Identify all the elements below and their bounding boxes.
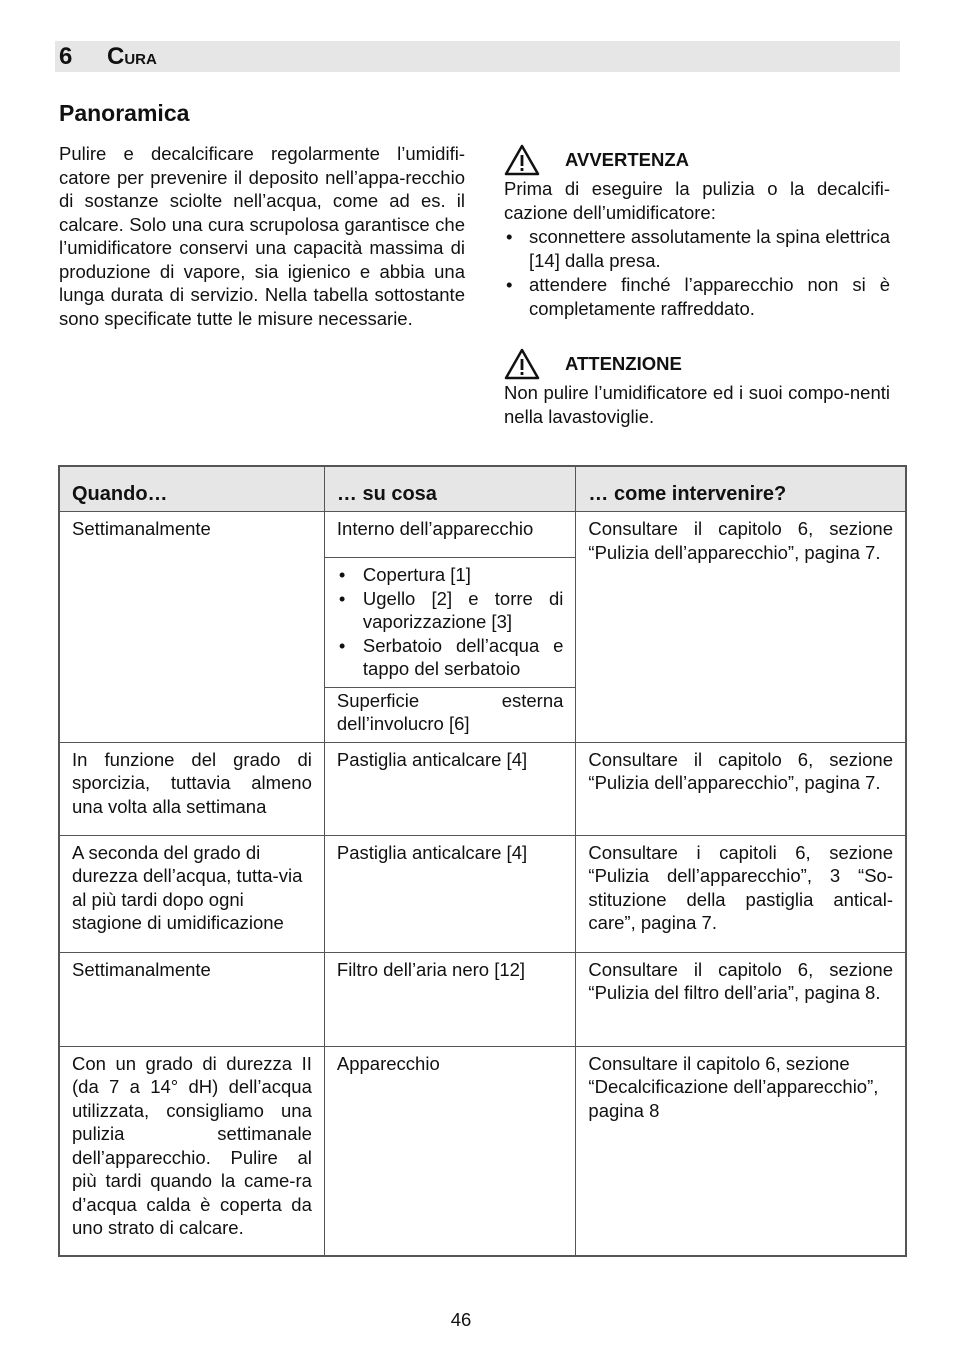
cell-what: Apparecchio bbox=[324, 1046, 576, 1256]
table-row bbox=[59, 512, 906, 558]
list-item: • Serbatoio dell’acqua e tappo del serbatoio bbox=[337, 634, 564, 681]
caution-text: Non pulire l’umidificatore ed i suoi compo-nenti nella lavastoviglie. bbox=[504, 382, 890, 427]
cell-how: Consultare il capitolo 6, sezione “Decalcificazione dell’apparecchio”, pagina 8 bbox=[576, 1046, 906, 1256]
list-item: • Ugello [2] e torre di vaporizzazione [3] bbox=[337, 587, 564, 634]
table-row bbox=[59, 742, 906, 835]
cell-when: Con un grado di durezza II (da 7 a 14° dH) dell’acqua utilizzata, consigliamo una pulizia settimanale dell’apparecchio. Pulire al più tardi quando la came-ra d’acqua calda è coperta da uno strato di calcare. bbox=[59, 1046, 324, 1256]
caution-title: ATTENZIONE bbox=[565, 353, 682, 374]
table-header-row bbox=[59, 466, 906, 512]
cell-how: Consultare il capitolo 6, sezione “Pulizia dell’apparecchio”, pagina 7. bbox=[576, 742, 906, 835]
cell-when: A seconda del grado di durezza dell’acqua, tutta-via al più tardi dopo ogni stagione di umidificazione bbox=[59, 835, 324, 952]
list-item: • sconnettere assolutamente la spina elettrica [14] dalla presa. bbox=[504, 225, 890, 273]
warning-header bbox=[504, 143, 890, 177]
caution-box bbox=[504, 347, 890, 429]
page-number: 46 bbox=[450, 1309, 472, 1330]
cell-when: In funzione del grado di sporcizia, tuttavia almeno una volta alla settimana bbox=[59, 742, 324, 835]
section-title: Cura bbox=[107, 43, 157, 70]
warning-triangle-icon bbox=[504, 348, 540, 380]
warning-title: AVVERTENZA bbox=[565, 149, 690, 170]
section-number: 6 bbox=[59, 43, 73, 70]
table-row bbox=[59, 952, 906, 1046]
cell-what: Pastiglia anticalcare [4] bbox=[324, 835, 576, 952]
intro-paragraph: Pulire e decalcificare regolarmente l’umidifi-catore per prevenire il deposito nell’appa-recchio di sostanze sciolte nell’acqua, come ad es. il calcare. Solo una cura scrupolosa garantisce che l’umidificatore conservi una capacità massima di produzione di vapore, sia igienico e abbia una lunga durata di servizio. Nella tabella sottostante sono specificate tutte le misure necessarie. bbox=[59, 143, 465, 329]
cell-when: Settimanalmente bbox=[59, 952, 324, 1046]
cell-what: Superficie esterna dell’involucro [6] bbox=[324, 687, 576, 742]
column-header-what: … su cosa bbox=[324, 466, 576, 512]
column-header-when: Quando… bbox=[59, 466, 324, 512]
cell-what-list bbox=[324, 558, 576, 688]
table-row bbox=[59, 835, 906, 952]
cell-when: Settimanalmente bbox=[59, 512, 324, 743]
cell-how: Consultare il capitolo 6, sezione “Pulizia dell’apparecchio”, pagina 7. bbox=[576, 512, 906, 743]
warning-triangle-icon bbox=[504, 144, 540, 176]
caution-header bbox=[504, 347, 890, 381]
page-heading: Panoramica bbox=[59, 100, 190, 126]
list-item: • attendere finché l’apparecchio non si è completamente raffreddato. bbox=[504, 273, 890, 321]
cell-what: Pastiglia anticalcare [4] bbox=[324, 742, 576, 835]
column-header-how: … come intervenire? bbox=[576, 466, 906, 512]
warning-list bbox=[504, 225, 890, 321]
cell-what: Filtro dell’aria nero [12] bbox=[324, 952, 576, 1046]
list-item: • Copertura [1] bbox=[337, 563, 564, 587]
section-header bbox=[55, 41, 900, 72]
warning-box bbox=[504, 143, 890, 321]
warning-text: Prima di eseguire la pulizia o la decalcifi-cazione dell’umidificatore: bbox=[504, 178, 890, 223]
table-row bbox=[59, 1046, 906, 1256]
care-table bbox=[58, 465, 907, 1257]
cell-how: Consultare il capitolo 6, sezione “Pulizia del filtro dell’aria”, pagina 8. bbox=[576, 952, 906, 1046]
cell-what: Interno dell’apparecchio bbox=[324, 512, 576, 558]
cell-how: Consultare i capitoli 6, sezione “Pulizia dell’apparecchio”, 3 “So-stituzione della pastiglia antical-care”, pagina 7. bbox=[576, 835, 906, 952]
